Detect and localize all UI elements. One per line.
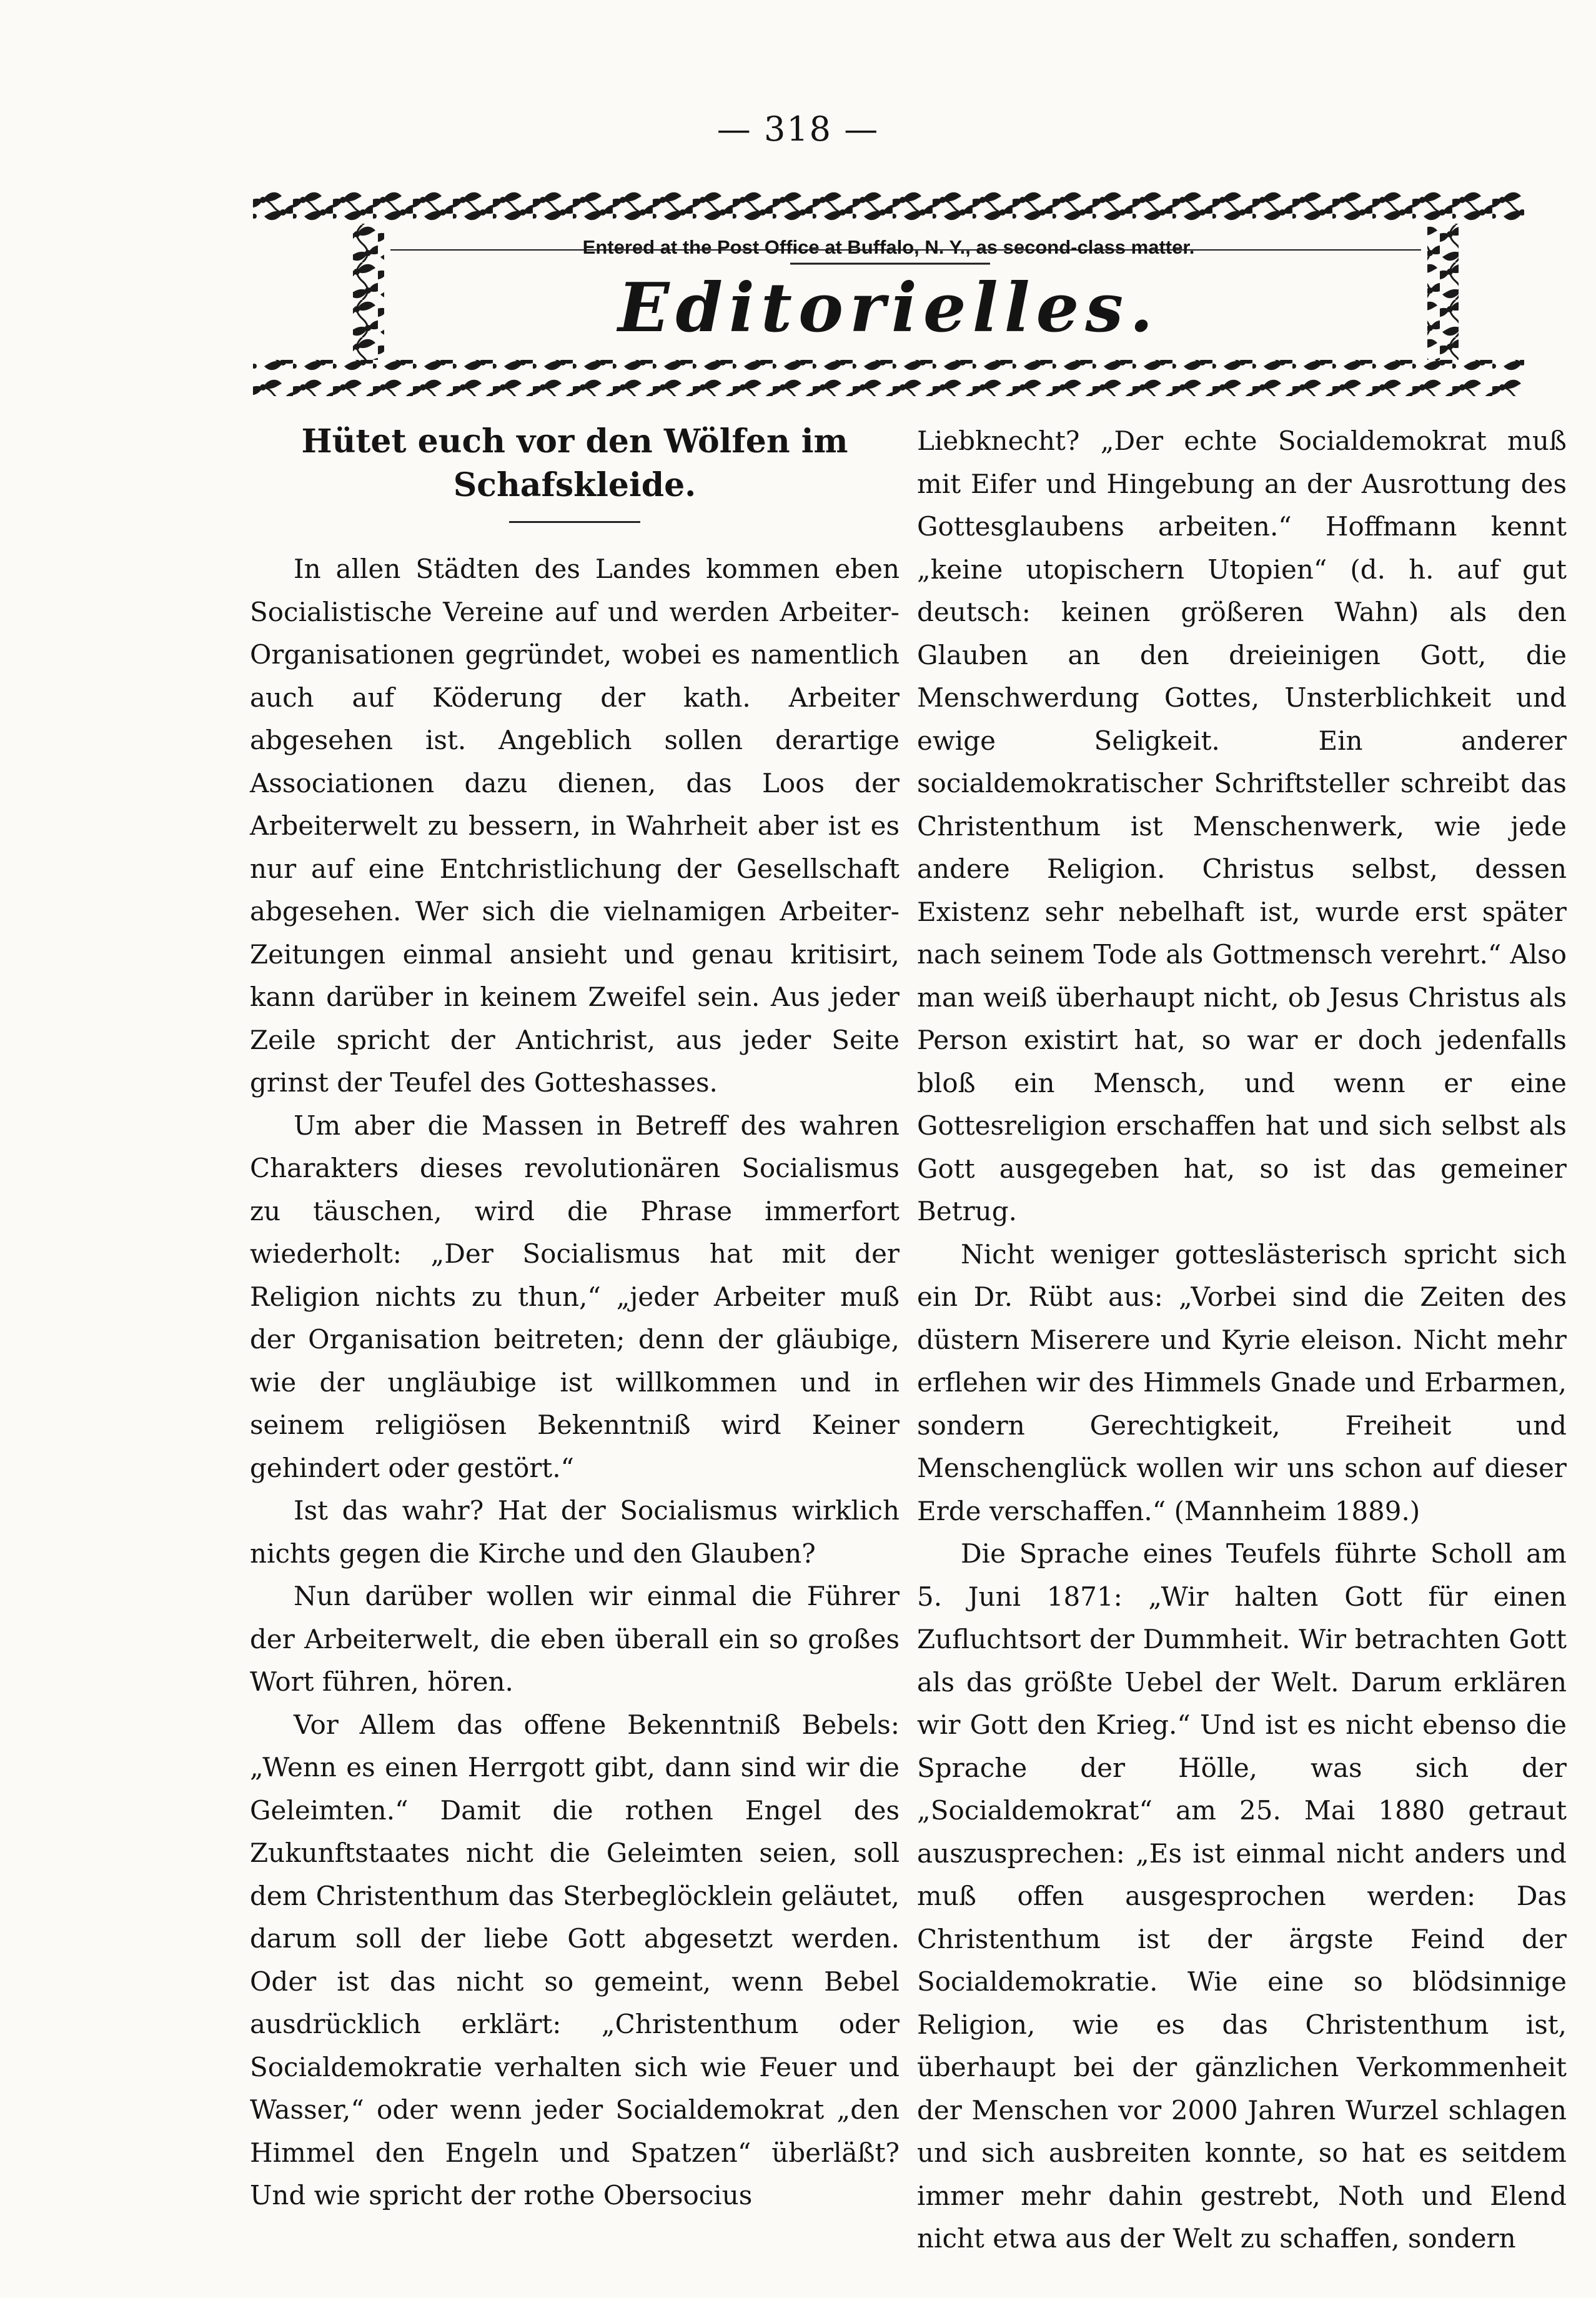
left-column <box>250 420 900 2217</box>
article-title: Hütet euch vor den Wölfen im Schafskleide. <box>301 422 848 504</box>
paragraph: Nicht weniger gotteslästerisch spricht sich ein Dr. Rübt aus: „Vorbei sind die Zeiten des düstern Miserere und Kyrie eleison. Nicht mehr erflehen wir des Himmels Gnade und Erbarmen, sondern Gerechtigkeit, Freiheit und Menschenglück wollen wir uns schon auf dieser Erde verschaffen.“ (Mannheim 1889.) <box>917 1238 1567 1526</box>
section-title: Editorielles. <box>618 269 1159 347</box>
paragraph: Um aber die Massen in Betreff des wahren Charakters dieses revolutionären Socialismus zu täuschen, wird die Phrase immerfort wiederholt: „Der Socialismus hat mit der Religion nichts zu thun,“ „jeder Arbeiter muß der Organisation beitreten; denn der gläubige, wie der ungläubige ist willkommen und in seinem religiösen Bekenntniß wird Keiner gehindert oder gestört.“ <box>250 1110 900 1483</box>
postal-notice: Entered at the Post Office at Buffalo, N. Y., as second-class matter. <box>582 236 1195 258</box>
paragraph: In allen Städten des Landes kommen eben Socialistische Vereine auf und werden Arbeiter-Organisationen gegründet, wobei es namentlich auch auf Köderung der kath. Arbeiter abgesehen ist. Angeblich sollen derartige Associationen dazu dienen, das Loos der Arbeiterwelt zu bessern, in Wahrheit aber ist es nur auf eine Entchristlichung der Gesellschaft abgesehen. Wer sich die vielnamigen Arbeiter-Zeitungen einmal ansieht und genau kritisirt, kann darüber in keinem Zweifel sein. Aus jeder Zeile spricht der Antichrist, aus jeder Seite grinst der Teufel des Gotteshasses. <box>250 554 900 1098</box>
paragraph: Die Sprache eines Teufels führte Scholl am 5. Juni 1871: „Wir halten Gott für einen Zufluchtsort der Dummheit. Wir betrachten Gott als das größte Uebel der Welt. Darum erklären wir Gott den Krieg.“ Und ist es nicht ebenso die Sprache der Hölle, was sich der „Socialdemokrat“ am 25. Mai 1880 getraut auszusprechen: „Es ist einmal nicht anders und muß offen ausgesprochen werden: Das Christenthum ist der ärgste Feind der Socialdemokratie. Wie eine so blödsinnige Religion, wie es das Christenthum ist, überhaupt bei der gänzlichen Verkommenheit der Menschen vor 2000 Jahren Wurzel schlagen und sich ausbreiten konnte, so hat es seitdem immer mehr dahin gestrebt, Noth und Elend nicht etwa aus der Welt zu schaffen, sondern <box>917 1538 1567 2254</box>
paragraph: Liebknecht? „Der echte Socialdemokrat muß mit Eifer und Hingebung an der Ausrottung des Gottesglaubens arbeiten.“ Hoffmann kennt „keine utopischern Utopien“ (d. h. auf gut deutsch: keinen größeren Wahn) als den Glauben an den dreieinigen Gott, die Menschwerdung Gottes, Unsterblichkeit und ewige Seligkeit. Ein anderer socialdemokratischer Schriftsteller schreibt das Christenthum ist Menschenwerk, wie jede andere Religion. Christus selbst, dessen Existenz sehr nebelhaft ist, wurde erst später nach seinem Tode als Gottmensch verehrt.“ Also man weiß überhaupt nicht, ob Jesus Christus als Person existirt hat, so war er doch jedenfalls bloß ein Mensch, und wenn er eine Gottesreligion erschaffen hat und sich selbst als Gott ausgegeben hat, so ist das gemeiner Betrug. <box>917 425 1567 1226</box>
paragraph: Ist das wahr? Hat der Socialismus wirklich nichts gegen die Kirche und den Glauben? <box>250 1495 900 1569</box>
right-column <box>917 420 1567 2261</box>
page-number: — 318 — <box>716 109 880 149</box>
masthead <box>253 187 1524 397</box>
paragraph: Nun darüber wollen wir einmal die Führer der Arbeiterwelt, die eben überall ein so großes Wort führen, hören. <box>250 1581 900 1697</box>
title-divider <box>509 521 640 523</box>
paragraph: Vor Allem das offene Bekenntniß Bebels: „Wenn es einen Herrgott gibt, dann sind wir die Geleimten.“ Damit die rothen Engel des Zukunftstaates nicht die Geleimten seien, soll dem Christenthum das Sterbeglöcklein geläutet, darum soll der liebe Gott abgesetzt werden. Oder ist das nicht so gemeint, wenn Bebel ausdrücklich erklärt: „Christenthum oder Socialdemokratie verhalten sich wie Feuer und Wasser,“ oder wenn jeder Socialdemokrat „den Himmel den Engeln und Spatzen“ überläßt? Und wie spricht der rothe Obersocius <box>250 1709 900 2211</box>
